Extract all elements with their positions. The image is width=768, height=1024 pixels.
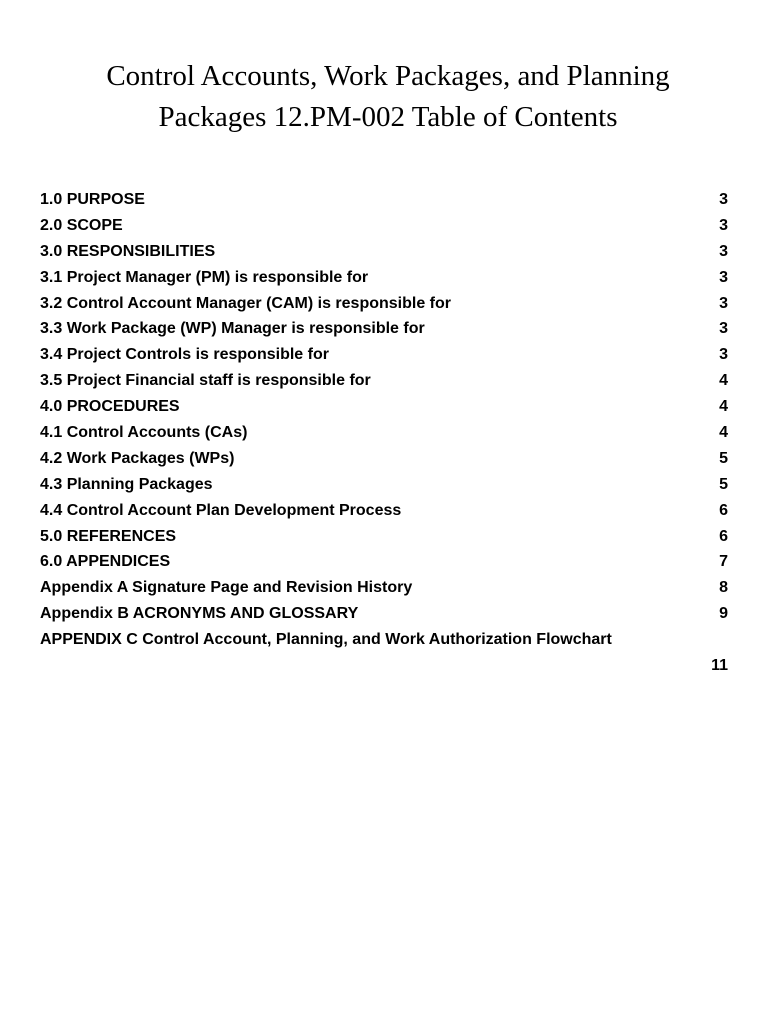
toc-entry-label: 5.0 REFERENCES [40, 527, 177, 545]
toc-entry-page: 3 [719, 346, 728, 364]
toc-entry-page: 3 [719, 191, 728, 208]
toc-entry-label: 3.4 Project Controls is responsible for [40, 346, 329, 364]
toc-entry-3-0-responsibilities[interactable] [40, 239, 728, 265]
toc-entry-label: 4.1 Control Accounts (CAs) [40, 424, 248, 442]
toc-entry-label: 3.1 Project Manager (PM) is responsible for [40, 268, 369, 286]
toc-entry-label: 4.0 PROCEDURES [40, 398, 180, 416]
toc-entry-appendix-c[interactable] [40, 627, 728, 679]
toc-entry-label: Appendix A Signature Page and Revision History [40, 579, 413, 597]
toc-entry-label: 3.2 Control Account Manager (CAM) is responsible for [40, 294, 452, 312]
toc-entry-label: Appendix B ACRONYMS AND GLOSSARY [40, 605, 359, 623]
toc-entry-4-3-planning-packages[interactable] [40, 472, 728, 498]
toc-entry-label: 3.5 Project Financial staff is responsible for [40, 372, 371, 390]
toc-entry-page: 4 [719, 424, 728, 442]
toc-entry-label: 1.0 PURPOSE [40, 191, 145, 208]
toc-entry-3-2-control-account-manager[interactable] [40, 291, 728, 317]
toc-entry-label: 4.3 Planning Packages [40, 475, 213, 493]
toc-entry-page: 8 [719, 579, 728, 597]
toc-entry-label: 3.0 RESPONSIBILITIES [40, 242, 216, 260]
toc-entry-5-0-references[interactable] [40, 524, 728, 550]
toc-entry-page: 3 [719, 242, 728, 260]
toc-entry-page: 6 [719, 501, 728, 519]
toc-entry-page: 6 [719, 527, 728, 545]
toc-entry-1-0-purpose[interactable] [40, 187, 728, 213]
toc-entry-appendix-b[interactable] [40, 601, 728, 627]
toc-entry-label: 6.0 APPENDICES [40, 553, 171, 571]
toc-entry-page: 4 [719, 372, 728, 390]
toc-entry-label: 4.2 Work Packages (WPs) [40, 449, 235, 467]
toc-entry-page: 4 [719, 398, 728, 416]
title-line-1: Control Accounts, Work Packages, and Planning [106, 60, 670, 92]
toc-entry-page: 7 [719, 553, 728, 571]
toc-entry-page: 11 [711, 657, 728, 675]
toc-entry-page: 3 [719, 294, 728, 312]
toc-entry-3-3-work-package-manager[interactable] [40, 316, 728, 342]
toc-entry-3-1-project-manager[interactable] [40, 265, 728, 291]
toc-entry-2-0-scope[interactable] [40, 213, 728, 239]
toc-entry-3-5-project-financial-staff[interactable] [40, 368, 728, 394]
toc-entry-3-4-project-controls[interactable] [40, 342, 728, 368]
toc-entry-label: APPENDIX C Control Account, Planning, and Work Authorization Flowchart [40, 631, 612, 649]
toc-entry-4-4-control-account-plan[interactable] [40, 498, 728, 524]
toc-entry-6-0-appendices[interactable] [40, 549, 728, 575]
page-title [60, 56, 716, 138]
toc-entry-page: 5 [719, 449, 728, 467]
toc-entry-page: 3 [719, 216, 728, 234]
toc-entry-label: 2.0 SCOPE [40, 216, 123, 234]
toc-entry-label: 4.4 Control Account Plan Development Process [40, 501, 402, 519]
toc-entry-label: 3.3 Work Package (WP) Manager is responsible for [40, 320, 425, 338]
toc-entry-4-1-control-accounts[interactable] [40, 420, 728, 446]
toc-entry-4-0-procedures[interactable] [40, 394, 728, 420]
table-of-contents [40, 187, 728, 679]
toc-entry-appendix-a[interactable] [40, 575, 728, 601]
title-line-2: Packages 12.PM-002 Table of Contents [158, 101, 618, 133]
toc-entry-4-2-work-packages[interactable] [40, 446, 728, 472]
toc-entry-page: 3 [719, 320, 728, 338]
toc-entry-page: 3 [719, 268, 728, 286]
toc-entry-page: 9 [719, 605, 728, 623]
toc-entry-page: 5 [719, 475, 728, 493]
